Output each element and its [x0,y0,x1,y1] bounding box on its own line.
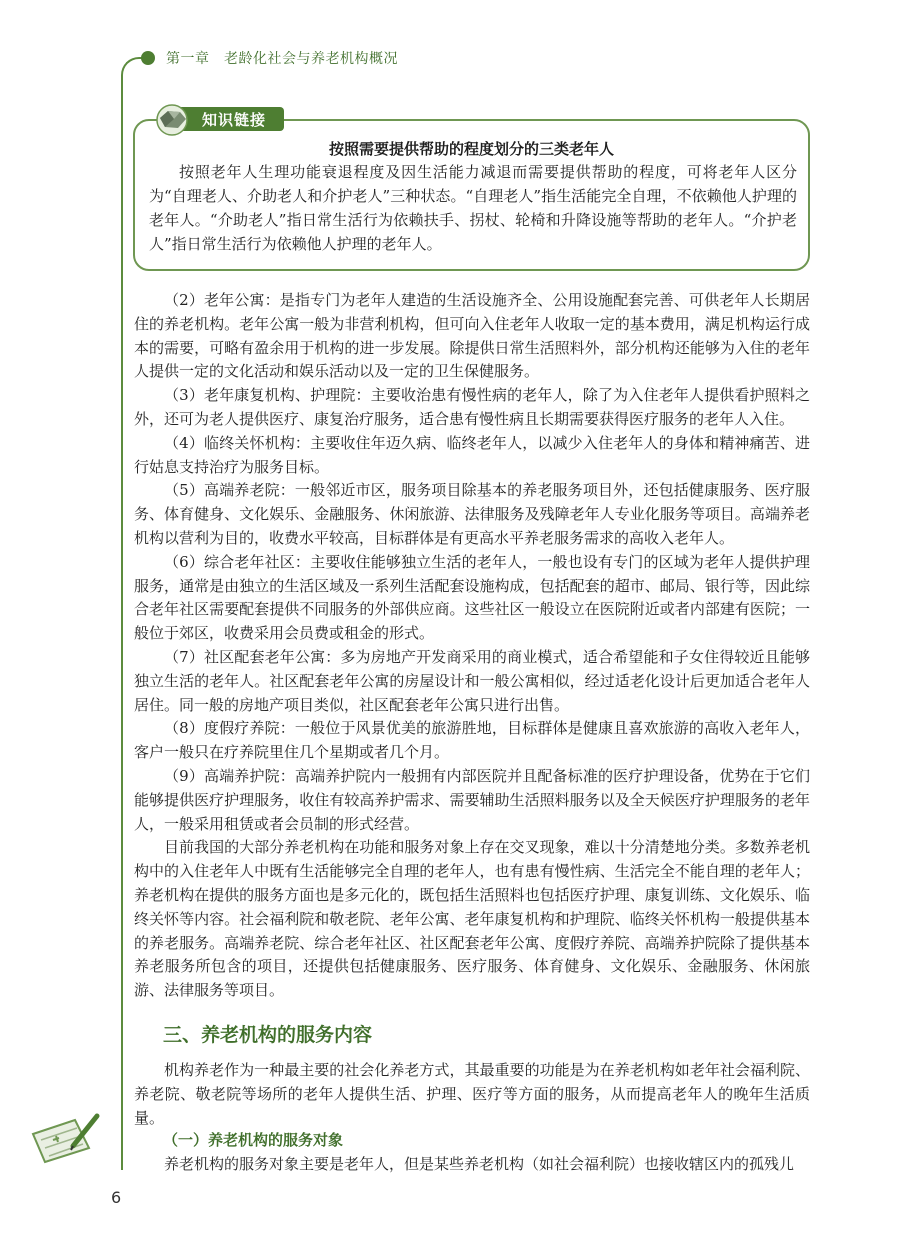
paragraph: （7）社区配套老年公寓：多为房地产开发商采用的商业模式，适合希望能和子女住得较近且能够独立生活的老年人。社区配套老年公寓的房屋设计和一般公寓相似，经过适老化设计后更加适合老年人居住。同一般的房地产项目类似，社区配套老年公寓只进行出售。 [134,647,810,714]
paragraph: （5）高端养老院：一般邻近市区，服务项目除基本的养老服务项目外，还包括健康服务、医疗服务、体育健身、文化娱乐、金融服务、休闲旅游、法律服务及残障老年人专业化服务等项目。高端养老机构以营利为目的，收费水平较高，目标群体是有更高水平养老服务需求的高收入老年人。 [134,481,810,547]
knowledge-label-text: 知识链接 [202,111,267,129]
page-number: 6 [111,1188,122,1207]
knowledge-title: 按照需要提供帮助的程度划分的三类老年人 [328,140,614,158]
body-text [134,289,810,1003]
paragraph: 机构养老作为一种最主要的社会化养老方式，其最重要的功能是为在养老机构如老年社会福利院、养老院、敬老院等场所的老年人提供生活、护理、医疗等方面的服务，从而提高老年人的晚年生活质量。 [134,1061,810,1127]
sub-heading: （一）养老机构的服务对象 [163,1131,344,1149]
margin-rule [121,75,123,1170]
paragraph-partial: 养老机构的服务对象主要是老年人，但是某些养老机构（如社会福利院）也接收辖区内的孤残儿 [164,1155,795,1173]
section-body [134,1058,810,1130]
header-bullet-dot [141,51,155,65]
paragraph: （9）高端养护院：高端养护院内一般拥有内部医院并且配备标准的医疗护理设备，优势在于它们能够提供医疗护理服务，收住有较高养护需求、需要辅助生活照料服务以及全天候医疗护理服务的老年人，一般采用租赁或者会员制的形式经营。 [134,766,810,833]
paragraph: （6）综合老年社区：主要收住能够独立生活的老年人，一般也设有专门的区域为老年人提供护理服务，通常是由独立的生活区域及一系列生活配套设施构成，包括配套的超市、邮局、银行等，因此综合老年社区需要配套提供不同服务的外部供应商。这些社区一般设立在医院附近或者内部建有医院；一般位于郊区，收费采用会员费或租金的形式。 [134,552,810,643]
margin-curve [121,57,143,77]
gem-icon [150,104,196,136]
section-heading: 三、养老机构的服务内容 [163,1024,373,1046]
knowledge-label [150,104,290,134]
paragraph: （4）临终关怀机构：主要收住年迈久病、临终老年人，以减少入住老年人的身体和精神痛苦、进行姑息支持治疗为服务目标。 [134,433,810,476]
knowledge-text: 按照老年人生理功能衰退程度及因生活能力减退而需要提供帮助的程度，可将老年人区分为“自理老人、介助老人和介护老人”三种状态。“自理老人”指生活能完全自理，不依赖他人护理的老年人。“介助老人”指日常生活行为依赖扶手、拐杖、轮椅和升降设施等帮助的老年人。“介护老人”指日常生活行为依赖他人护理的老年人。 [149,163,797,253]
paragraph: （3）老年康复机构、护理院：主要收治患有慢性病的老年人，除了为入住老年人提供看护照料之外，还可为老人提供医疗、康复治疗服务，适合患有慢性病且长期需要获得医疗服务的老年人入住。 [134,386,810,428]
paragraph: （8）度假疗养院：一般位于风景优美的旅游胜地，目标群体是健康且喜欢旅游的高收入老年人，客户一般只在疗养院里住几个星期或者几个月。 [134,719,810,762]
paragraph: 目前我国的大部分养老机构在功能和服务对象上存在交叉现象，难以十分清楚地分类。多数养老机构中的入住老年人中既有生活能够完全自理的老年人，也有患有慢性病、生活完全不能自理的老年人；养老机构在提供的服务方面也是多元化的，既包括生活照料也包括医疗护理、康复训练、文化娱乐、临终关怀等内容。社会福利院和敬老院、老年公寓、老年康复机构和护理院、临终关怀机构一般提供基本的养老服务。高端养老院、综合老年社区、社区配套老年公寓、度假疗养院、高端养护院除了提供基本养老服务所包含的项目，还提供包括健康服务、医疗服务、体育健身、文化娱乐、金融服务、休闲旅游、法律服务等项目。 [134,838,810,1000]
paragraph: （2）老年公寓：是指专门为老年人建造的生活设施齐全、公用设施配套完善、可供老年人长期居住的养老机构。老年公寓一般为非营利机构，但可向入住老年人收取一定的基本费用，满足机构运行成本的需要，可略有盈余用于机构的进一步发展。除提供日常生活照料外，部分机构还能够为入住的老年人提供一定的文化活动和娱乐活动以及一定的卫生保健服务。 [134,291,810,381]
chapter-header: 第一章 老龄化社会与养老机构概况 [166,51,398,67]
notepad-pencil-icon [27,1110,107,1166]
